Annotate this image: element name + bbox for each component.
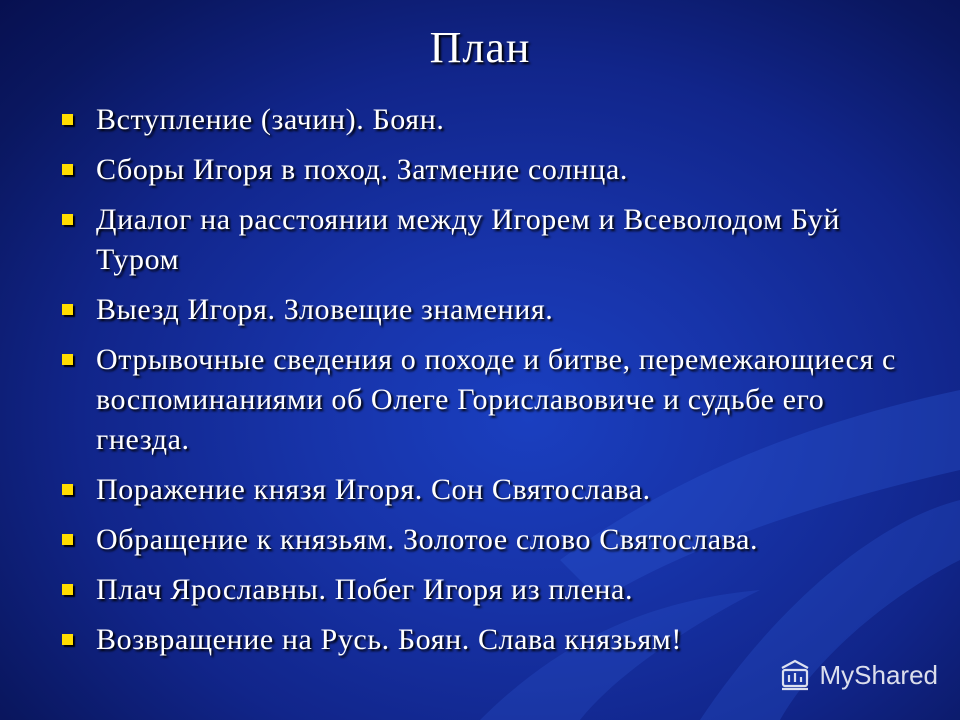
list-item-text: Возвращение на Русь. Боян. Слава князьям! [96, 623, 682, 656]
watermark[interactable] [778, 658, 939, 692]
watermark-text: MyShared [819, 659, 938, 690]
square-bullet-icon [62, 584, 73, 595]
list-item-text: Диалог на расстоянии между Игорем и Всеволодом Буй Туром [96, 203, 841, 276]
list-item [60, 150, 920, 190]
list-item-text: Плач Ярославны. Побег Игоря из плена. [96, 573, 634, 606]
list-item [60, 570, 920, 610]
list-item [60, 100, 920, 140]
list-item-text: Отрывочные сведения о походе и битве, перемежающиеся с воспоминаниями об Олеге Гориславовиче и судьбе его гнезда. [96, 343, 896, 456]
square-bullet-icon [62, 534, 73, 545]
list-item [60, 340, 920, 460]
square-bullet-icon [62, 214, 73, 225]
list-item [60, 620, 920, 660]
myshared-logo-icon [778, 658, 812, 692]
list-item-text: Сборы Игоря в поход. Затмение солнца. [96, 153, 628, 186]
square-bullet-icon [62, 634, 73, 645]
list-item-text: Выезд Игоря. Зловещие знамения. [96, 293, 554, 326]
square-bullet-icon [62, 304, 73, 315]
list-item-text: Вступление (зачин). Боян. [96, 103, 445, 136]
square-bullet-icon [62, 484, 73, 495]
list-item [60, 200, 920, 280]
list-item [60, 520, 920, 560]
bullet-list [60, 100, 920, 670]
square-bullet-icon [62, 354, 73, 365]
square-bullet-icon [62, 114, 73, 125]
list-item-text: Поражение князя Игоря. Сон Святослава. [96, 473, 651, 506]
list-item-text: Обращение к князьям. Золотое слово Святослава. [96, 523, 759, 556]
slide-title: План [429, 23, 531, 72]
list-item [60, 470, 920, 510]
list-item [60, 290, 920, 330]
square-bullet-icon [62, 164, 73, 175]
